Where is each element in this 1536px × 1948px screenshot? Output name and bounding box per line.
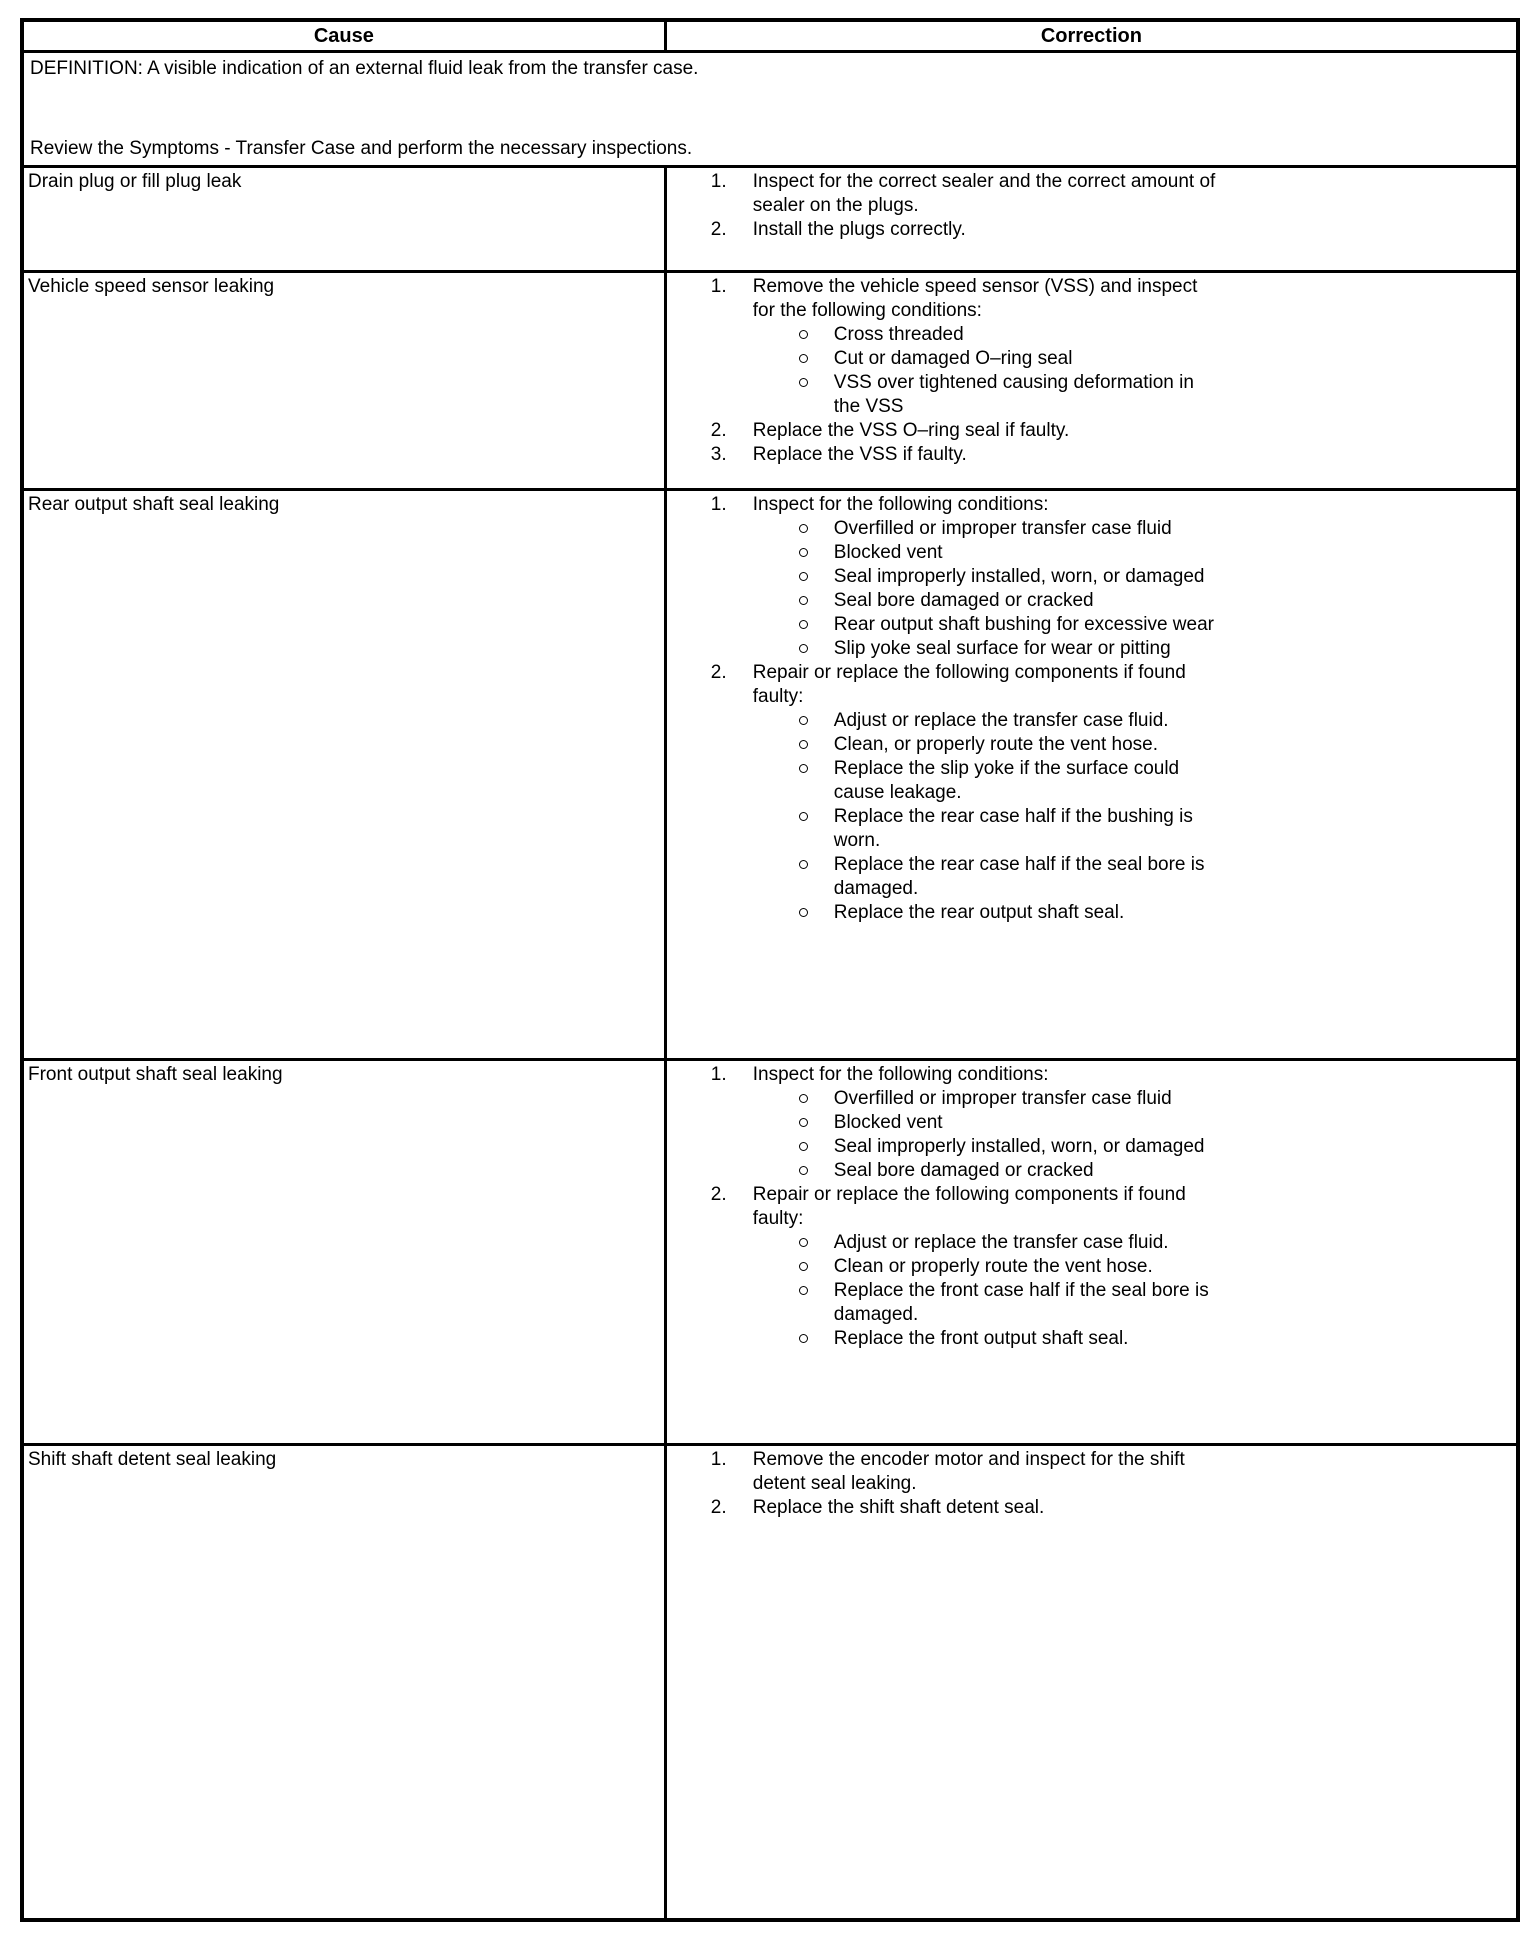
bullet-text: Replace the slip yoke if the surface could cause leakage. bbox=[833, 758, 1180, 803]
definition-cell bbox=[22, 52, 1518, 167]
circle-bullet-icon bbox=[799, 620, 808, 629]
bullet-text: Adjust or replace the transfer case fluid. bbox=[833, 710, 1169, 731]
step-text-wrap bbox=[753, 1063, 1205, 1183]
step-text-wrap bbox=[753, 1448, 1223, 1496]
step-text-wrap bbox=[753, 419, 1069, 443]
step-text: Install the plugs correctly. bbox=[752, 219, 966, 240]
bullet-item bbox=[799, 853, 1223, 901]
step-number: 3. bbox=[710, 444, 727, 465]
bullet-text: Adjust or replace the transfer case fluid. bbox=[833, 1232, 1169, 1253]
bullet-text: Blocked vent bbox=[833, 542, 943, 563]
bullet-text: Slip yoke seal surface for wear or pitting bbox=[833, 638, 1171, 659]
cause-cell: Vehicle speed sensor leaking bbox=[22, 272, 665, 490]
step-number: 2. bbox=[710, 219, 727, 240]
correction-step bbox=[673, 1448, 1510, 1496]
circle-bullet-icon bbox=[799, 330, 808, 339]
circle-bullet-icon bbox=[799, 740, 808, 749]
bullet-text: Seal bore damaged or cracked bbox=[833, 590, 1094, 611]
cause-cell: Front output shaft seal leaking bbox=[22, 1060, 665, 1445]
table-row bbox=[22, 167, 1518, 272]
circle-bullet-icon bbox=[799, 764, 808, 773]
bullet-text: Rear output shaft bushing for excessive wear bbox=[833, 614, 1214, 635]
bullet-item bbox=[799, 565, 1214, 589]
bullet-text: Replace the rear case half if the seal bore is damaged. bbox=[833, 854, 1205, 899]
bullet-item bbox=[799, 517, 1214, 541]
table-row bbox=[22, 272, 1518, 490]
step-text-wrap bbox=[753, 1183, 1223, 1351]
step-text-wrap bbox=[753, 493, 1214, 661]
bullet-text: Cut or damaged O–ring seal bbox=[833, 348, 1073, 369]
step-text: Repair or replace the following components if found faulty: bbox=[752, 1184, 1186, 1229]
circle-bullet-icon bbox=[799, 1094, 808, 1103]
bullet-item bbox=[799, 1231, 1223, 1255]
bullet-text: Seal improperly installed, worn, or damaged bbox=[833, 1136, 1205, 1157]
bullet-text: Seal bore damaged or cracked bbox=[833, 1160, 1094, 1181]
circle-bullet-icon bbox=[799, 644, 808, 653]
step-text-wrap bbox=[753, 218, 966, 242]
cause-column-header: Cause bbox=[22, 20, 665, 52]
bullet-item bbox=[799, 757, 1223, 805]
correction-cell bbox=[665, 490, 1518, 1060]
correction-cell bbox=[665, 1060, 1518, 1445]
bullet-text: Overfilled or improper transfer case fluid bbox=[833, 518, 1172, 539]
step-number: 1. bbox=[710, 1064, 727, 1085]
circle-bullet-icon bbox=[799, 524, 808, 533]
step-text-wrap bbox=[753, 170, 1223, 218]
cause-cell: Shift shaft detent seal leaking bbox=[22, 1445, 665, 1920]
correction-cell bbox=[665, 167, 1518, 272]
circle-bullet-icon bbox=[799, 1166, 808, 1175]
circle-bullet-icon bbox=[799, 548, 808, 557]
definition-text: DEFINITION: A visible indication of an external fluid leak from the transfer case. bbox=[30, 58, 699, 79]
correction-step bbox=[673, 1183, 1510, 1351]
cause-cell: Rear output shaft seal leaking bbox=[22, 490, 665, 1060]
header-row bbox=[22, 20, 1518, 52]
bullet-item bbox=[799, 901, 1223, 925]
correction-step bbox=[673, 1496, 1510, 1520]
diagnostic-table bbox=[20, 18, 1520, 1922]
table-body bbox=[22, 167, 1518, 1920]
cause-cell: Drain plug or fill plug leak bbox=[22, 167, 665, 272]
step-number: 1. bbox=[710, 276, 727, 297]
table-row bbox=[22, 1445, 1518, 1920]
circle-bullet-icon bbox=[799, 1118, 808, 1127]
bullet-item bbox=[799, 1111, 1205, 1135]
circle-bullet-icon bbox=[799, 860, 808, 869]
correction-step bbox=[673, 493, 1510, 661]
correction-step bbox=[673, 275, 1510, 419]
correction-cell bbox=[665, 1445, 1518, 1920]
correction-step bbox=[673, 170, 1510, 218]
step-number: 1. bbox=[710, 494, 727, 515]
step-number: 1. bbox=[710, 1449, 727, 1470]
step-text-wrap bbox=[753, 661, 1223, 925]
step-number: 1. bbox=[710, 171, 727, 192]
bullet-item bbox=[799, 805, 1223, 853]
correction-column-header: Correction bbox=[665, 20, 1518, 52]
bullet-item bbox=[799, 1255, 1223, 1279]
bullet-text: Overfilled or improper transfer case fluid bbox=[833, 1088, 1172, 1109]
definition-row bbox=[22, 52, 1518, 167]
circle-bullet-icon bbox=[799, 1334, 808, 1343]
bullet-item bbox=[799, 1327, 1223, 1351]
circle-bullet-icon bbox=[799, 572, 808, 581]
circle-bullet-icon bbox=[799, 716, 808, 725]
step-number: 2. bbox=[710, 1184, 727, 1205]
bullet-item bbox=[799, 1135, 1205, 1159]
step-text-wrap bbox=[753, 443, 967, 467]
circle-bullet-icon bbox=[799, 1286, 808, 1295]
step-text: Replace the shift shaft detent seal. bbox=[752, 1497, 1045, 1518]
review-symptoms-text: Review the Symptoms - Transfer Case and perform the necessary inspections. bbox=[30, 138, 693, 159]
step-text-wrap bbox=[753, 1496, 1045, 1520]
step-number: 2. bbox=[710, 1497, 727, 1518]
bullet-text: Cross threaded bbox=[833, 324, 964, 345]
table-row bbox=[22, 490, 1518, 1060]
step-text: Replace the VSS if faulty. bbox=[752, 444, 967, 465]
bullet-item bbox=[799, 1279, 1223, 1327]
step-number: 2. bbox=[710, 420, 727, 441]
circle-bullet-icon bbox=[799, 1262, 808, 1271]
bullet-text: VSS over tightened causing deformation in the VSS bbox=[833, 372, 1194, 417]
bullet-text: Replace the rear case half if the bushing is worn. bbox=[833, 806, 1193, 851]
step-text: Inspect for the following conditions: bbox=[752, 494, 1049, 515]
circle-bullet-icon bbox=[799, 812, 808, 821]
bullet-item bbox=[799, 371, 1223, 419]
step-number: 2. bbox=[710, 662, 727, 683]
correction-step bbox=[673, 419, 1510, 443]
circle-bullet-icon bbox=[799, 354, 808, 363]
bullet-text: Replace the rear output shaft seal. bbox=[833, 902, 1125, 923]
bullet-item bbox=[799, 1087, 1205, 1111]
step-text: Inspect for the following conditions: bbox=[752, 1064, 1049, 1085]
bullet-text: Replace the front case half if the seal bore is damaged. bbox=[833, 1280, 1209, 1325]
correction-step bbox=[673, 661, 1510, 925]
correction-cell bbox=[665, 272, 1518, 490]
bullet-text: Replace the front output shaft seal. bbox=[833, 1328, 1129, 1349]
step-text-wrap bbox=[753, 275, 1223, 419]
bullet-text: Clean or properly route the vent hose. bbox=[833, 1256, 1153, 1277]
circle-bullet-icon bbox=[799, 378, 808, 387]
step-text: Remove the encoder motor and inspect for the shift detent seal leaking. bbox=[752, 1449, 1185, 1494]
step-text: Remove the vehicle speed sensor (VSS) and inspect for the following conditions: bbox=[752, 276, 1198, 321]
bullet-text: Seal improperly installed, worn, or damaged bbox=[833, 566, 1205, 587]
bullet-text: Blocked vent bbox=[833, 1112, 943, 1133]
table-row bbox=[22, 1060, 1518, 1445]
correction-step bbox=[673, 218, 1510, 242]
bullet-item bbox=[799, 613, 1214, 637]
correction-step bbox=[673, 1063, 1510, 1183]
circle-bullet-icon bbox=[799, 908, 808, 917]
circle-bullet-icon bbox=[799, 1142, 808, 1151]
step-text: Replace the VSS O–ring seal if faulty. bbox=[752, 420, 1070, 441]
bullet-item bbox=[799, 541, 1214, 565]
step-text: Inspect for the correct sealer and the correct amount of sealer on the plugs. bbox=[752, 171, 1216, 216]
step-text: Repair or replace the following components if found faulty: bbox=[752, 662, 1186, 707]
bullet-item bbox=[799, 347, 1223, 371]
bullet-item bbox=[799, 589, 1214, 613]
bullet-text: Clean, or properly route the vent hose. bbox=[833, 734, 1159, 755]
bullet-item bbox=[799, 709, 1223, 733]
bullet-item bbox=[799, 637, 1214, 661]
circle-bullet-icon bbox=[799, 596, 808, 605]
bullet-item bbox=[799, 1159, 1205, 1183]
bullet-item bbox=[799, 733, 1223, 757]
correction-step bbox=[673, 443, 1510, 467]
bullet-item bbox=[799, 323, 1223, 347]
circle-bullet-icon bbox=[799, 1238, 808, 1247]
